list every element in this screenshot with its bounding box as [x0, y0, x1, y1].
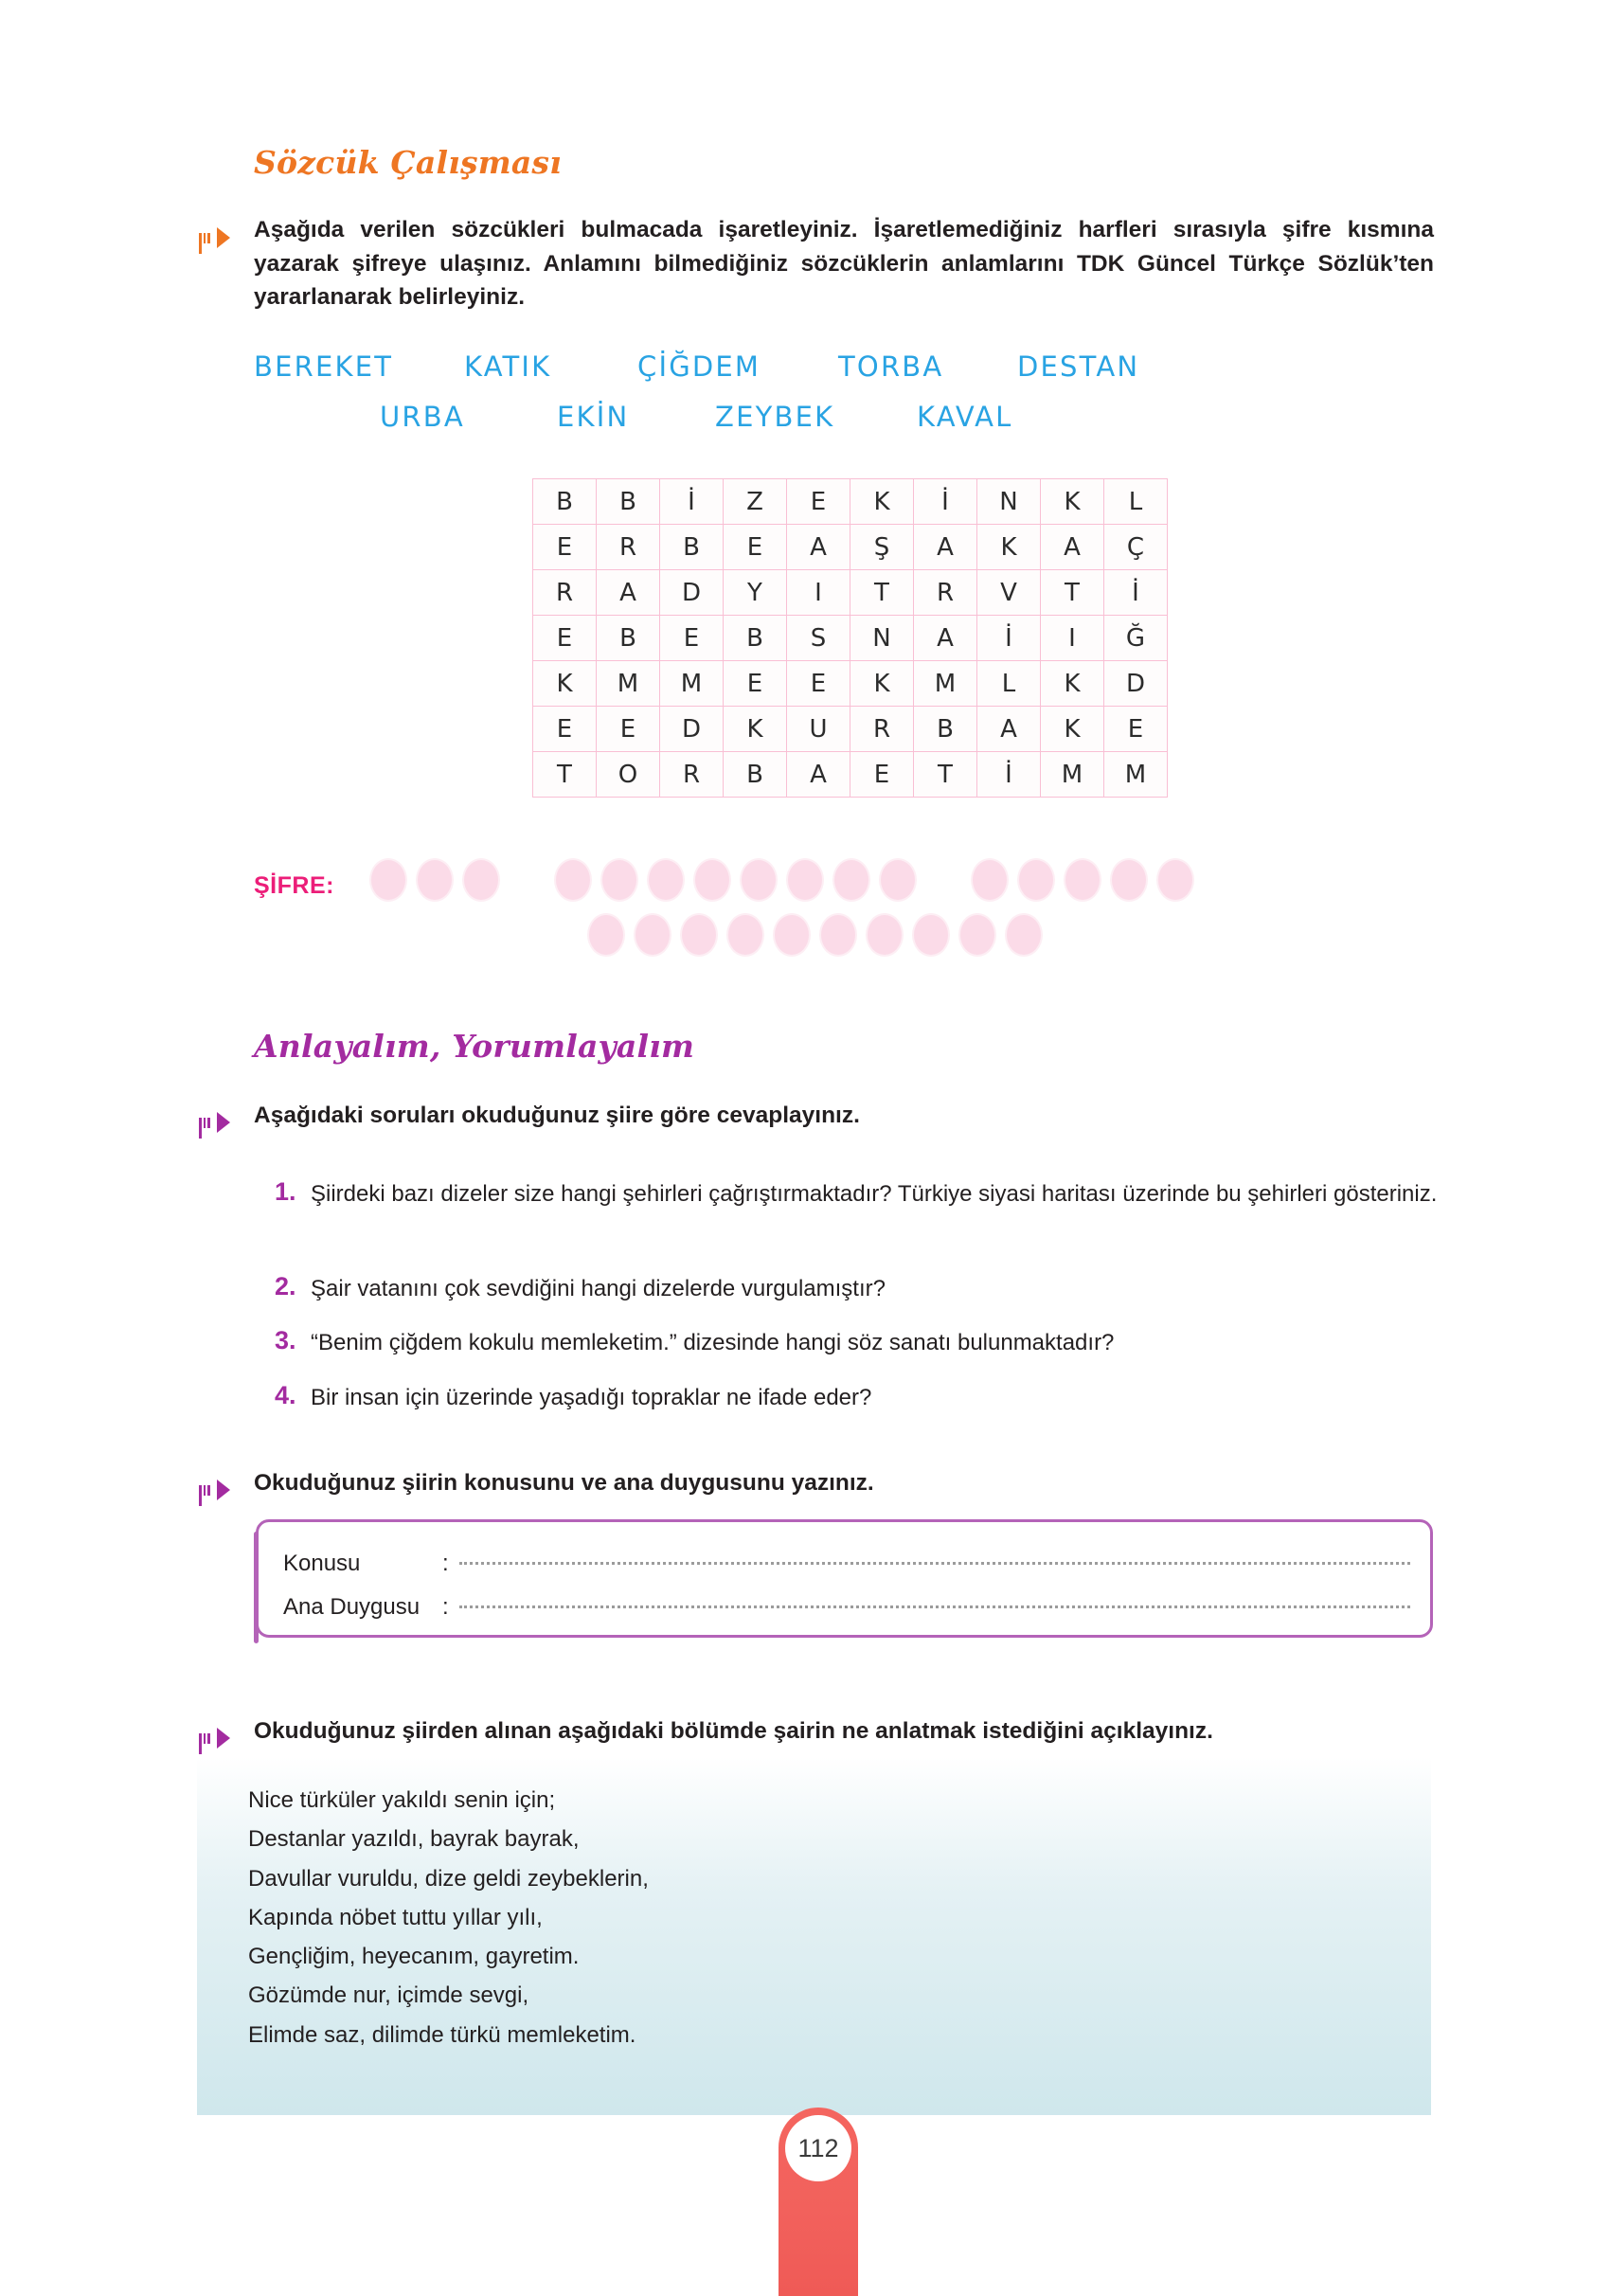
- feeling-write-line[interactable]: [459, 1605, 1410, 1608]
- cipher-letter-blank[interactable]: [773, 913, 811, 957]
- section-heading-vocabulary: Sözcük Çalışması: [254, 144, 562, 181]
- grid-cell[interactable]: Ş: [850, 525, 914, 570]
- arrow-bullet-icon: [199, 1112, 237, 1133]
- arrow-tail-icon: [199, 1118, 215, 1128]
- cipher-letter-blank[interactable]: [554, 858, 592, 902]
- grid-cell[interactable]: Z: [724, 479, 787, 525]
- grid-cell[interactable]: B: [597, 616, 660, 661]
- topic-label: Konusu: [283, 1551, 361, 1576]
- grid-cell[interactable]: A: [787, 752, 850, 798]
- grid-cell[interactable]: T: [850, 570, 914, 616]
- question-text: “Benim çiğdem kokulu memleketim.” dizesinde hangi söz sanatı bulunmaktadır?: [311, 1330, 1115, 1355]
- question-number: 4.: [275, 1381, 296, 1409]
- word-list-item[interactable]: KAVAL: [917, 401, 1013, 433]
- grid-cell[interactable]: K: [1041, 707, 1104, 752]
- grid-cell[interactable]: Ğ: [1104, 616, 1168, 661]
- topic-instruction: Okuduğunuz şiirin konusunu ve ana duygusunu yazınız.: [254, 1470, 874, 1496]
- grid-cell[interactable]: M: [1041, 752, 1104, 798]
- grid-row: [533, 479, 1168, 525]
- cipher-letter-blank[interactable]: [369, 858, 407, 902]
- grid-cell[interactable]: İ: [1104, 570, 1168, 616]
- word-list-item[interactable]: TORBA: [838, 350, 944, 383]
- question-item: [275, 1272, 1440, 1306]
- topic-field-row[interactable]: [283, 1543, 1410, 1585]
- cipher-letter-blank[interactable]: [971, 858, 1009, 902]
- arrow-bullet-icon: [199, 227, 237, 248]
- cipher-word-group: [971, 858, 1203, 902]
- word-list-item[interactable]: EKİN: [557, 401, 630, 433]
- grid-cell[interactable]: K: [1041, 479, 1104, 525]
- grid-cell[interactable]: N: [977, 479, 1041, 525]
- arrow-bullet-icon: [199, 1480, 237, 1500]
- grid-cell[interactable]: E: [533, 525, 597, 570]
- cipher-letter-blank[interactable]: [912, 913, 950, 957]
- grid-cell[interactable]: T: [1041, 570, 1104, 616]
- word-list-item[interactable]: BEREKET: [254, 350, 394, 383]
- arrow-tail-icon: [199, 1485, 215, 1496]
- box-left-accent: [254, 1532, 259, 1643]
- arrow-head-icon: [217, 227, 230, 248]
- cipher-label: ŞİFRE:: [254, 872, 334, 899]
- question-item: [275, 1177, 1440, 1211]
- grid-cell[interactable]: U: [787, 707, 850, 752]
- grid-cell[interactable]: I: [1041, 616, 1104, 661]
- cipher-letter-blank[interactable]: [680, 913, 718, 957]
- grid-cell[interactable]: S: [787, 616, 850, 661]
- grid-cell[interactable]: L: [977, 661, 1041, 707]
- cipher-letter-blank[interactable]: [416, 858, 454, 902]
- poem-line: Destanlar yazıldı, bayrak bayrak,: [248, 1826, 580, 1853]
- question-number: 1.: [275, 1177, 296, 1206]
- topic-colon: :: [442, 1551, 449, 1576]
- grid-cell[interactable]: B: [533, 479, 597, 525]
- grid-cell[interactable]: R: [660, 752, 724, 798]
- grid-cell[interactable]: E: [533, 707, 597, 752]
- grid-cell[interactable]: B: [660, 525, 724, 570]
- cipher-word-group: [554, 858, 925, 902]
- feeling-label: Ana Duygusu: [283, 1594, 421, 1620]
- grid-cell[interactable]: N: [850, 616, 914, 661]
- excerpt-instruction: Okuduğunuz şiirden alınan aşağıdaki bölümde şairin ne anlatmak istediğini açıklayınız.: [254, 1718, 1213, 1744]
- grid-row: [533, 525, 1168, 570]
- word-list-item[interactable]: URBA: [380, 401, 465, 433]
- section-heading-interpret: Anlayalım, Yorumlayalım: [254, 1028, 695, 1065]
- cipher-letter-blank[interactable]: [600, 858, 638, 902]
- cipher-word-group: [587, 913, 1051, 957]
- cipher-letter-blank[interactable]: [647, 858, 685, 902]
- cipher-letter-blank[interactable]: [1110, 858, 1148, 902]
- grid-cell[interactable]: M: [914, 661, 977, 707]
- cipher-answer-blanks[interactable]: [369, 852, 1430, 962]
- grid-cell[interactable]: R: [533, 570, 597, 616]
- grid-cell[interactable]: İ: [977, 752, 1041, 798]
- cipher-letter-blank[interactable]: [587, 913, 625, 957]
- grid-cell[interactable]: D: [1104, 661, 1168, 707]
- cipher-letter-blank[interactable]: [634, 913, 671, 957]
- page-number-tab: [779, 2108, 858, 2296]
- feeling-colon: :: [442, 1594, 449, 1620]
- question-text: Bir insan için üzerinde yaşadığı topraklar ne ifade eder?: [311, 1385, 872, 1410]
- arrow-head-icon: [217, 1728, 230, 1749]
- cipher-letter-blank[interactable]: [866, 913, 904, 957]
- topic-write-line[interactable]: [459, 1561, 1410, 1565]
- question-item: [275, 1326, 1440, 1360]
- grid-cell[interactable]: B: [724, 616, 787, 661]
- grid-cell[interactable]: A: [977, 707, 1041, 752]
- grid-row: [533, 752, 1168, 798]
- question-number: 2.: [275, 1272, 296, 1300]
- question-text: Şiirdeki bazı dizeler size hangi şehirleri çağrıştırmaktadır? Türkiye siyasi haritası üzerinde bu şehirleri gösteriniz.: [311, 1181, 1438, 1207]
- grid-cell[interactable]: K: [850, 661, 914, 707]
- grid-cell[interactable]: B: [597, 479, 660, 525]
- interpret-instruction: Aşağıdaki soruları okuduğunuz şiire göre cevaplayınız.: [254, 1103, 860, 1128]
- grid-cell[interactable]: E: [597, 707, 660, 752]
- word-list-item[interactable]: DESTAN: [1017, 350, 1140, 383]
- arrow-head-icon: [217, 1480, 230, 1500]
- page-number: 112: [785, 2115, 851, 2181]
- grid-cell[interactable]: D: [660, 570, 724, 616]
- cipher-letter-blank[interactable]: [1156, 858, 1194, 902]
- grid-row: [533, 707, 1168, 752]
- grid-cell[interactable]: B: [914, 707, 977, 752]
- grid-cell[interactable]: E: [1104, 707, 1168, 752]
- grid-cell[interactable]: E: [533, 616, 597, 661]
- cipher-letter-blank[interactable]: [1017, 858, 1055, 902]
- grid-row: [533, 616, 1168, 661]
- poem-line: Elimde saz, dilimde türkü memleketim.: [248, 2021, 636, 2048]
- grid-cell[interactable]: V: [977, 570, 1041, 616]
- grid-cell[interactable]: İ: [660, 479, 724, 525]
- question-number: 3.: [275, 1326, 296, 1354]
- grid-cell[interactable]: Ç: [1104, 525, 1168, 570]
- grid-cell[interactable]: A: [787, 525, 850, 570]
- grid-cell[interactable]: E: [787, 479, 850, 525]
- grid-cell[interactable]: T: [914, 752, 977, 798]
- grid-cell[interactable]: İ: [914, 479, 977, 525]
- poem-line: Gözümde nur, içimde sevgi,: [248, 1982, 529, 2009]
- cipher-letter-blank[interactable]: [819, 913, 857, 957]
- question-text: Şair vatanını çok sevdiğini hangi dizelerde vurgulamıştır?: [311, 1276, 886, 1301]
- grid-cell[interactable]: İ: [977, 616, 1041, 661]
- arrow-head-icon: [217, 1112, 230, 1133]
- grid-cell[interactable]: L: [1104, 479, 1168, 525]
- word-list: [254, 350, 1434, 450]
- grid-cell[interactable]: E: [787, 661, 850, 707]
- arrow-bullet-icon: [199, 1728, 237, 1749]
- grid-cell[interactable]: M: [597, 661, 660, 707]
- grid-cell[interactable]: D: [660, 707, 724, 752]
- grid-cell[interactable]: O: [597, 752, 660, 798]
- cipher-letter-blank[interactable]: [786, 858, 824, 902]
- grid-cell[interactable]: E: [724, 661, 787, 707]
- cipher-letter-blank[interactable]: [1064, 858, 1101, 902]
- grid-cell[interactable]: A: [914, 616, 977, 661]
- arrow-tail-icon: [199, 233, 215, 243]
- grid-cell[interactable]: E: [724, 525, 787, 570]
- arrow-tail-icon: [199, 1733, 215, 1744]
- cipher-letter-blank[interactable]: [693, 858, 731, 902]
- grid-cell[interactable]: M: [660, 661, 724, 707]
- cipher-word-group: [369, 858, 509, 902]
- cipher-letter-blank[interactable]: [832, 858, 870, 902]
- cipher-letter-blank[interactable]: [726, 913, 764, 957]
- grid-cell[interactable]: R: [914, 570, 977, 616]
- cipher-letter-blank[interactable]: [462, 858, 500, 902]
- grid-row: [533, 570, 1168, 616]
- grid-cell[interactable]: K: [533, 661, 597, 707]
- grid-cell[interactable]: R: [850, 707, 914, 752]
- grid-cell[interactable]: K: [724, 707, 787, 752]
- grid-cell[interactable]: K: [977, 525, 1041, 570]
- poem-excerpt-text: [248, 1781, 649, 2054]
- word-search-grid[interactable]: [532, 478, 1168, 798]
- vocabulary-instruction: Aşağıda verilen sözcükleri bulmacada işaretleyiniz. İşaretlemediğiniz harfleri sırasıyla şifre kısmına yazarak şifreye ulaşınız. Anlamını bilmediğiniz sözcüklerin anlamlarını TDK Güncel Türkçe Sözlük’ten yararlanarak belirleyiniz.: [254, 217, 1434, 311]
- grid-cell[interactable]: I: [787, 570, 850, 616]
- grid-row: [533, 661, 1168, 707]
- grid-cell[interactable]: K: [1041, 661, 1104, 707]
- grid-cell[interactable]: M: [1104, 752, 1168, 798]
- cipher-blank-row: [369, 907, 1430, 962]
- poem-line: Kapında nöbet tuttu yıllar yılı,: [248, 1904, 543, 1930]
- grid-cell[interactable]: R: [597, 525, 660, 570]
- grid-cell[interactable]: Y: [724, 570, 787, 616]
- grid-cell[interactable]: E: [660, 616, 724, 661]
- poem-line: Gençliğim, heyecanım, gayretim.: [248, 1944, 580, 1970]
- word-list-item[interactable]: ZEYBEK: [715, 401, 835, 433]
- cipher-letter-blank[interactable]: [740, 858, 778, 902]
- cipher-letter-blank[interactable]: [1005, 913, 1043, 957]
- word-list-item[interactable]: ÇİĞDEM: [637, 350, 761, 383]
- word-list-item[interactable]: KATIK: [464, 350, 552, 383]
- grid-cell[interactable]: K: [850, 479, 914, 525]
- poem-line: Nice türküler yakıldı senin için;: [248, 1787, 556, 1813]
- grid-cell[interactable]: T: [533, 752, 597, 798]
- grid-cell[interactable]: E: [850, 752, 914, 798]
- grid-cell[interactable]: A: [914, 525, 977, 570]
- feeling-field-row[interactable]: [283, 1587, 1410, 1628]
- cipher-letter-blank[interactable]: [958, 913, 996, 957]
- grid-cell[interactable]: A: [597, 570, 660, 616]
- topic-answer-box[interactable]: [256, 1519, 1433, 1638]
- grid-cell[interactable]: A: [1041, 525, 1104, 570]
- poem-line: Davullar vuruldu, dize geldi zeybeklerin,: [248, 1865, 649, 1892]
- question-item: [275, 1381, 1440, 1415]
- cipher-blank-row: [369, 852, 1430, 907]
- grid-cell[interactable]: B: [724, 752, 787, 798]
- cipher-letter-blank[interactable]: [879, 858, 917, 902]
